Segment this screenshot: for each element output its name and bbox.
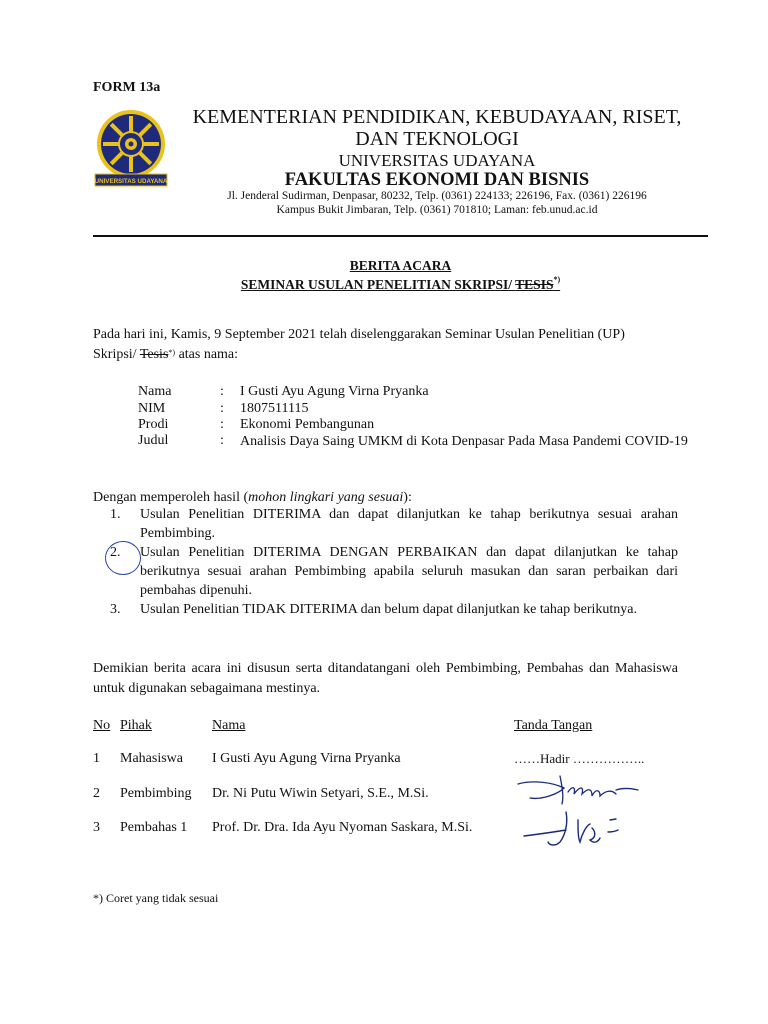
- result-option-2: [110, 543, 678, 600]
- intro-paragraph: [93, 325, 678, 364]
- result-intro-suffix: ):: [403, 490, 412, 505]
- row-no: 3: [93, 820, 100, 835]
- row-no: 1: [93, 751, 100, 766]
- table-header-nama: Nama: [212, 718, 246, 733]
- row-attendance: ……Hadir ……………..: [514, 751, 645, 766]
- info-row-prodi: [138, 417, 698, 433]
- info-separator: :: [220, 417, 224, 432]
- row-nama: Prof. Dr. Dra. Ida Ayu Nyoman Saskara, M.Si.: [212, 820, 473, 835]
- intro-footnote-mark: *): [168, 347, 176, 357]
- info-separator: :: [220, 384, 224, 399]
- intro-suffix: atas nama:: [175, 346, 239, 362]
- intro-line1: Pada hari ini, Kamis, 9 September 2021 telah diselenggarakan Seminar Usulan Penelitian (UP): [93, 327, 625, 342]
- university-name: UNIVERSITAS UDAYANA: [338, 151, 536, 170]
- info-separator: :: [220, 433, 224, 448]
- info-row-nama: [138, 384, 698, 401]
- info-value: 1807511115: [240, 401, 309, 416]
- option-number: 1.: [110, 507, 121, 522]
- row-pihak: Pembimbing: [120, 786, 192, 801]
- info-label: Nama: [138, 384, 172, 399]
- student-info: [138, 384, 698, 451]
- document-title: BERITA ACARA: [349, 258, 452, 273]
- info-value: Analisis Daya Saing UMKM di Kota Denpasar Pada Masa Pandemi COVID-19: [240, 434, 688, 449]
- svg-text:UNIVERSITAS UDAYANA: UNIVERSITAS UDAYANA: [94, 178, 168, 185]
- row-pihak: Pembahas 1: [120, 820, 188, 835]
- university-logo: [92, 108, 170, 190]
- result-option-3: [110, 600, 678, 619]
- info-label: Judul: [138, 433, 169, 448]
- table-header-no: No: [93, 718, 111, 733]
- footnote: *) Coret yang tidak sesuai: [93, 891, 219, 905]
- row-no: 2: [93, 786, 100, 801]
- option-text: Usulan Penelitian DITERIMA dan dapat dilanjutkan ke tahap berikutnya sesuai arahan Pembimbing.: [140, 507, 678, 541]
- result-option-1: [110, 505, 678, 543]
- closing-paragraph: Demikian berita acara ini disusun serta ditandatangani oleh Pembimbing, Pembahas dan Mahasiswa untuk digunakan sebagaimana mestinya.: [93, 661, 678, 696]
- result-intro-prefix: Dengan memperoleh hasil (: [93, 490, 249, 505]
- result-intro-italic: mohon lingkari yang sesuai: [248, 490, 404, 505]
- info-value: Ekonomi Pembangunan: [240, 417, 375, 432]
- form-number: FORM 13a: [93, 80, 161, 95]
- intro-struck-word: Tesis: [139, 346, 169, 362]
- option-text: Usulan Penelitian DITERIMA DENGAN PERBAIKAN dan dapat dilanjutkan ke tahap berikutnya sesuai arahan Pembimbing apabila seluruh masukan dan saran perbaikan dari pembahas dipenuhi.: [140, 545, 678, 598]
- info-row-judul: [138, 433, 698, 451]
- option-number: 3.: [110, 602, 121, 617]
- subtitle-footnote-mark: *): [553, 275, 561, 284]
- pembimbing-signature: [512, 772, 662, 808]
- address-line2: Kampus Bukit Jimbaran, Telp. (0361) 701810; Laman: feb.unud.ac.id: [276, 204, 598, 216]
- ministry-name-line1: KEMENTERIAN PENDIDIKAN, KEBUDAYAAN, RISET,: [192, 106, 682, 128]
- option-number: 2.: [110, 545, 121, 560]
- document-subtitle: [93, 277, 708, 293]
- pembahas-signature: [520, 806, 650, 850]
- info-label: NIM: [138, 401, 166, 416]
- intro-prefix: Skripsi/: [93, 346, 140, 362]
- header-divider: [93, 235, 708, 237]
- selected-option-circle: [105, 541, 141, 575]
- table-header-tanda-tangan: Tanda Tangan: [514, 718, 593, 733]
- subtitle-struck-word: TESIS: [515, 277, 554, 292]
- info-value: I Gusti Ayu Agung Virna Pryanka: [240, 384, 429, 399]
- row-nama: Dr. Ni Putu Wiwin Setyari, S.E., M.Si.: [212, 786, 429, 801]
- info-separator: :: [220, 401, 224, 416]
- intro-line2: [93, 345, 678, 365]
- row-nama: I Gusti Ayu Agung Virna Pryanka: [212, 751, 401, 766]
- row-pihak: Mahasiswa: [120, 751, 183, 766]
- info-label: Prodi: [138, 417, 169, 432]
- ministry-name-line2: DAN TEKNOLOGI: [355, 128, 519, 150]
- info-row-nim: [138, 401, 698, 417]
- subtitle-prefix: SEMINAR USULAN PENELITIAN SKRIPSI/: [240, 277, 516, 292]
- address-line1: Jl. Jenderal Sudirman, Denpasar, 80232, Telp. (0361) 224133; 226196, Fax. (0361) 226196: [227, 190, 647, 202]
- result-options: [110, 505, 678, 619]
- table-header-pihak: Pihak: [120, 718, 152, 733]
- option-text: Usulan Penelitian TIDAK DITERIMA dan belum dapat dilanjutkan ke tahap berikutnya.: [140, 602, 638, 617]
- faculty-name: FAKULTAS EKONOMI DAN BISNIS: [284, 170, 590, 190]
